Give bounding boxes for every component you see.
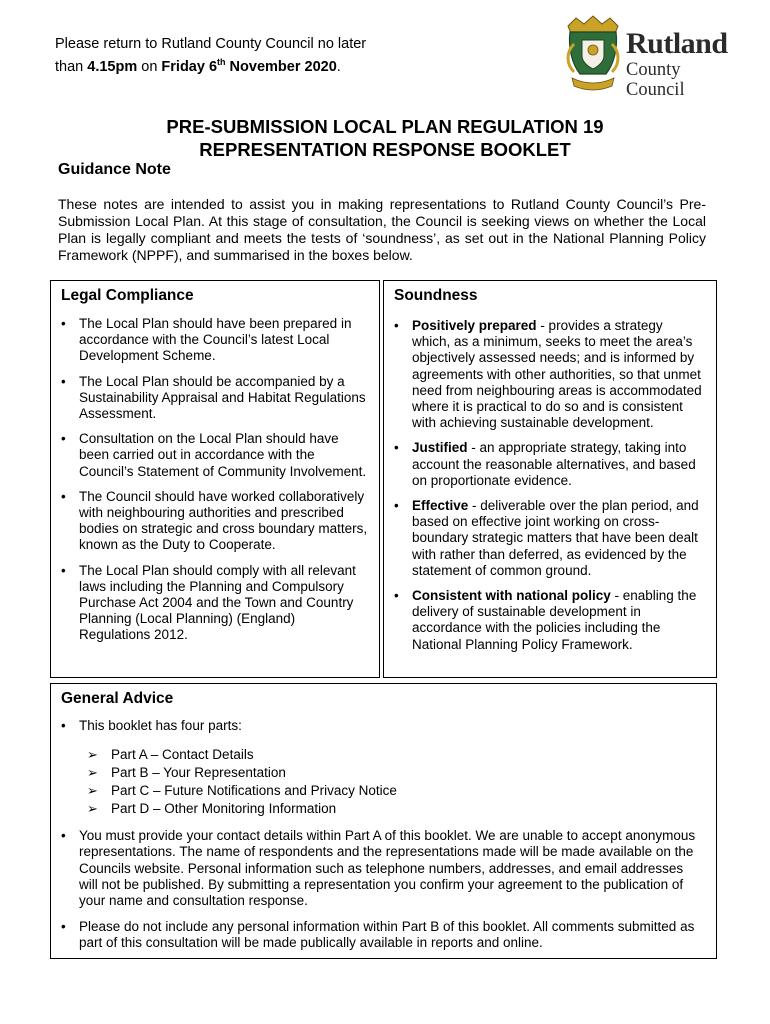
booklet-part: ➢ Part D – Other Monitoring Information — [51, 800, 716, 818]
return-month-year: November 2020 — [225, 58, 337, 75]
soundness-title: Soundness — [394, 287, 478, 304]
return-day-suffix: th — [217, 57, 226, 67]
general-item-parts — [51, 718, 716, 734]
legal-compliance-box — [50, 280, 380, 678]
general-advice-box — [50, 683, 717, 959]
return-instructions — [55, 35, 395, 76]
soundness-item — [384, 588, 716, 653]
legal-compliance-list — [51, 316, 379, 644]
soundness-term: Positively prepared — [412, 318, 537, 333]
booklet-parts-list — [51, 746, 716, 818]
booklet-part: ➢ Part A – Contact Details — [51, 746, 716, 764]
page-title — [60, 115, 710, 161]
return-day: Friday 6 — [161, 58, 218, 75]
logo-subtitle: County Council — [626, 60, 685, 100]
soundness-item — [384, 498, 716, 579]
general-item-personal: • Please do not include any personal information within Part B of this booklet. All comments submitted as part of this consultation will be made publically available in reports and online. — [51, 919, 716, 951]
title-line-1: PRE-SUBMISSION LOCAL PLAN REGULATION 19 — [166, 116, 604, 137]
general-parts-intro: This booklet has four parts: — [79, 718, 242, 733]
soundness-term: Effective — [412, 498, 469, 514]
council-logo — [562, 14, 742, 100]
booklet-part: ➢ Part B – Your Representation — [51, 764, 716, 782]
return-text-on: on — [137, 58, 162, 75]
general-item-contact: • You must provide your contact details within Part A of this booklet. We are unable to accept anonymous representations. The name of respondents and the representations made will be made available on the Councils website. Personal information such as telephone numbers, addresses, and email addresses will not be published. By submitting a representation you confirm your agreement to the publication of your name and consultation response. — [51, 828, 716, 909]
general-advice-title: General Advice — [61, 690, 174, 707]
return-time: 4.15pm — [87, 58, 138, 75]
legal-item: • The Local Plan should be accompanied by a Sustainability Appraisal and Habitat Regulations Assessment. — [51, 374, 379, 423]
return-text: Please return to Rutland County Council no later than — [55, 36, 367, 75]
soundness-item — [384, 440, 716, 489]
legal-item: • The Local Plan should have been prepared in accordance with the Council’s latest Local Development Scheme. — [51, 316, 379, 365]
guidance-heading: Guidance Note — [58, 161, 171, 178]
soundness-text: - provides a strategy which, as a minimum, seeks to meet the area’s objectively assessed needs; and is informed by agreements with other authorities, so that unmet need from neighbouring areas is accommodated where it is practical to do so and is consistent with achieving sustainable development. — [412, 318, 702, 431]
return-end: . — [336, 58, 341, 75]
soundness-term: Consistent with national policy — [412, 588, 611, 604]
guidance-intro: These notes are intended to assist you in making representations to Rutland County Council’s Pre-Submission Local Plan. At this stage of consultation, the Council is seeking views on whether the Local Plan is legally compliant and meets the tests of ‘soundness’, as set out in the National Planning Policy Framework (NPPF), and summarised in the boxes below. — [58, 196, 706, 263]
return-date — [161, 59, 336, 75]
booklet-part: ➢ Part C – Future Notifications and Privacy Notice — [51, 782, 716, 800]
title-line-2: REPRESENTATION RESPONSE BOOKLET — [199, 139, 571, 160]
logo-name: Rutland — [626, 27, 728, 60]
soundness-item — [384, 318, 716, 431]
soundness-list — [384, 318, 716, 653]
soundness-box — [383, 280, 717, 678]
soundness-text: - an appropriate strategy, taking into account the reasonable alternatives, and based on proportionate evidence. — [412, 440, 696, 488]
legal-item: • Consultation on the Local Plan should have been carried out in accordance with the Council’s Statement of Community Involvement. — [51, 431, 379, 480]
general-advice-notes — [51, 828, 716, 951]
soundness-text: - deliverable over the plan period, and based on effective joint working on cross-boundary strategic matters that have been dealt with rather than deferred, as evidenced by the statement of common ground. — [412, 498, 699, 578]
legal-item: • The Council should have worked collaboratively with neighbouring authorities and prescribed bodies on strategic and cross boundary matters, known as the Duty to Cooperate. — [51, 489, 379, 554]
legal-item: • The Local Plan should comply with all relevant laws including the Planning and Compulsory Purchase Act 2004 and the Town and Country Planning (Local Planning) (England) Regulations 2012. — [51, 563, 379, 644]
soundness-term: Justified — [412, 440, 468, 456]
council-crest-icon — [562, 14, 624, 94]
legal-compliance-title: Legal Compliance — [61, 287, 194, 304]
soundness-text: - enabling the delivery of sustainable development in accordance with the policies including the National Planning Policy Framework. — [412, 588, 697, 652]
general-advice-list — [51, 718, 716, 734]
